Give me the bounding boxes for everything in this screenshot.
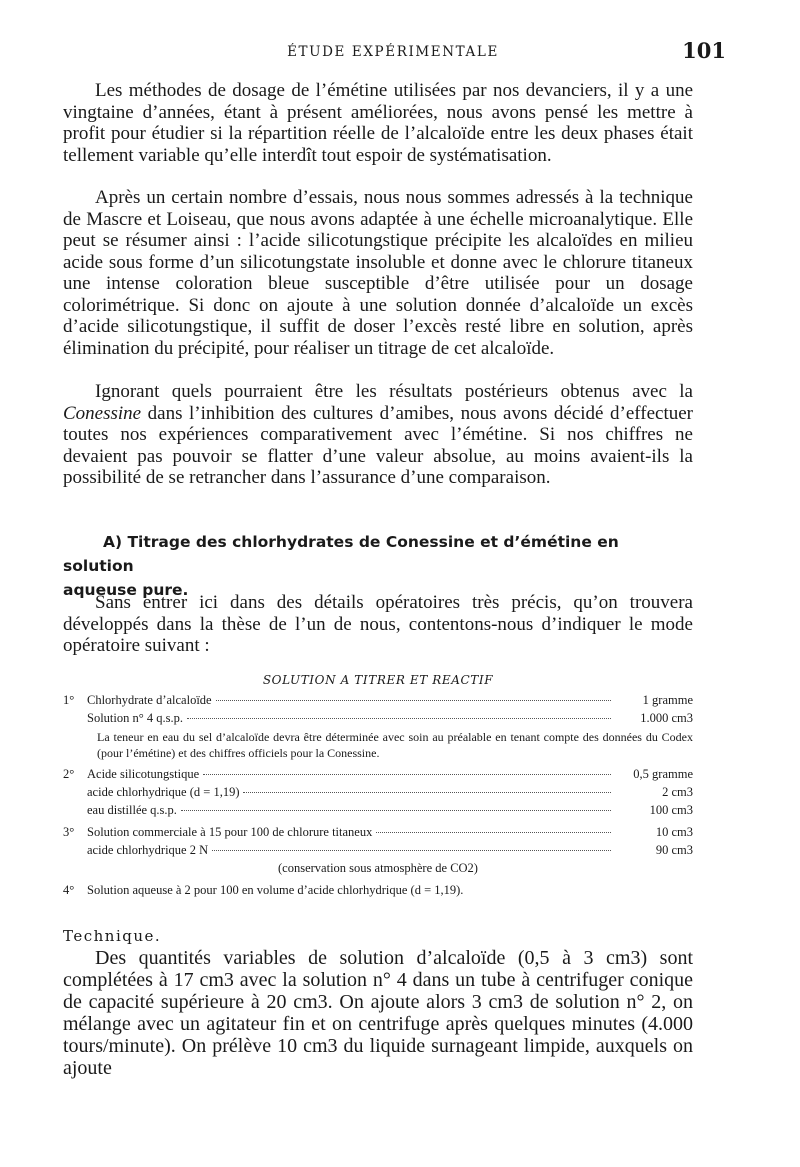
- reagent-number: 1°: [63, 693, 75, 707]
- reagent-quantity: 1 gramme: [642, 693, 693, 707]
- reagent-label: acide chlorhydrique 2 N: [87, 843, 209, 857]
- reagent-label: eau distillée q.s.p.: [87, 803, 177, 817]
- leader-dots: [203, 765, 611, 775]
- section-heading-line-1: A) Titrage des chlorhydrates de Conessine et d’émétine en solution: [63, 533, 619, 575]
- reagent-storage-note: (conservation sous atmosphère de CO2): [278, 861, 478, 875]
- reagent-label: Acide silicotungstique: [87, 767, 200, 781]
- leader-dots: [243, 783, 611, 793]
- paragraph-text: Après un certain nombre d’essais, nous nous sommes adressés à la technique de Mascre et Loiseau, que nous avons adaptée à une échelle microanalytique. Elle peut se résumer ainsi : l’acide silicotungstique précipite les alcaloïdes en milieu acide sous forme d’un silicotungstate insoluble et donne avec le chlorure titaneux une intense coloration bleue susceptible d’être utilisée pour un dosage colorimétrique. Si donc on ajoute à une solution donnée d’alcaloïde un excès d’acide silicotungstique, il suffit de doser l’excès resté libre en solution, après élimination du précipité, pour réaliser un titrage de cet alcaloïde.: [63, 187, 693, 359]
- leader-dots: [212, 841, 611, 851]
- leader-dots: [216, 691, 611, 701]
- note-text: La teneur en eau du sel d’alcaloïde devra être déterminée avec soin au préalable en tenant compte des données du Codex (pour l’émétine) et des chiffres officiels pour la Conessine.: [97, 730, 693, 760]
- reagent-quantity: 2 cm3: [662, 785, 693, 799]
- paragraph-text: Des quantités variables de solution d’alcaloïde (0,5 à 3 cm3) sont complétées à 17 cm3 avec la solution n° 4 dans un tube à centrifuger conique de capacité supérieure à 20 cm3. On ajoute alors 3 cm3 de solution n° 2, on mélange avec un agitateur fin et on centrifuge après quelques minutes (4.000 tours/minute). On prélève 10 cm3 du liquide surnageant limpide, auxquels on ajoute: [63, 947, 693, 1079]
- reagent-number: 3°: [63, 825, 75, 839]
- reagents-list: [63, 693, 693, 901]
- reagent-label: Solution n° 4 q.s.p.: [87, 711, 183, 725]
- reagent-label: Chlorhydrate d’alcaloïde: [87, 693, 212, 707]
- reagent-number: 2°: [63, 767, 75, 781]
- section-heading-line-2: aqueuse pure.: [63, 581, 189, 599]
- technique-heading: Technique.: [63, 927, 162, 945]
- reagent-row: [63, 883, 693, 901]
- reagent-label: Solution commerciale à 15 pour 100 de chlorure titaneux: [87, 825, 373, 839]
- paragraph-text-start: Ignorant quels pourraient être les résultats postérieurs obtenus avec la: [95, 381, 693, 402]
- running-header: [60, 38, 726, 70]
- reagent-row: [63, 843, 693, 861]
- reagent-quantity: 10 cm3: [655, 825, 693, 839]
- reagent-quantity: 100 cm3: [649, 803, 693, 817]
- paragraph-text: Les méthodes de dosage de l’émétine utilisées par nos devanciers, il y a une vingtaine d’années, étant à présent améliorées, nous avons pensé les mettre à profit pour étudier si la répartition réelle de l’alcaloïde entre les deux phases était tellement variable qu’elle interdît tout espoir de systématisation.: [63, 80, 693, 166]
- paragraph-2: [63, 187, 693, 359]
- running-title: ÉTUDE EXPÉRIMENTALE: [287, 44, 499, 60]
- page-number: 101: [682, 38, 726, 63]
- reagent-row: [63, 803, 693, 821]
- leader-dots: [181, 801, 611, 811]
- leader-dots: [187, 709, 611, 719]
- leader-dots: [376, 823, 611, 833]
- reagent-label: Solution aqueuse à 2 pour 100 en volume d’acide chlorhydrique (d = 1,19).: [87, 883, 464, 897]
- reagent-quantity: 1.000 cm3: [640, 711, 693, 725]
- reagent-row: [63, 711, 693, 729]
- paragraph-text-end: dans l’inhibition des cultures d’amibes, nous avons décidé d’effectuer toutes nos expériences comparativement avec l’émétine. Si nos chiffres ne devaient pas pouvoir se flatter d’une valeur absolue, au moins avaient-ils la possibilité de se retrancher dans l’assurance d’une comparaison.: [63, 402, 693, 488]
- reagent-quantity: 0,5 gramme: [633, 767, 693, 781]
- paragraph-1: [63, 80, 693, 166]
- paragraph-3: [63, 381, 693, 489]
- technique-paragraph: [63, 947, 693, 1079]
- reagent-quantity: 90 cm3: [655, 843, 693, 857]
- paragraph-text: Sans entrer ici dans des détails opératoires très précis, qu’on trouvera développés dans la thèse de l’un de nous, contentons-nous d’indiquer le mode opératoire suivant :: [63, 592, 693, 656]
- reagent-number: 4°: [63, 883, 75, 897]
- reagent-note: [63, 729, 693, 761]
- species-name-italic: Conessine: [63, 402, 142, 424]
- reagents-table-title: SOLUTION A TITRER ET REACTIF: [262, 673, 494, 687]
- reagent-label: acide chlorhydrique (d = 1,19): [87, 785, 240, 799]
- paragraph-text: [63, 381, 693, 489]
- section-intro: [63, 592, 693, 657]
